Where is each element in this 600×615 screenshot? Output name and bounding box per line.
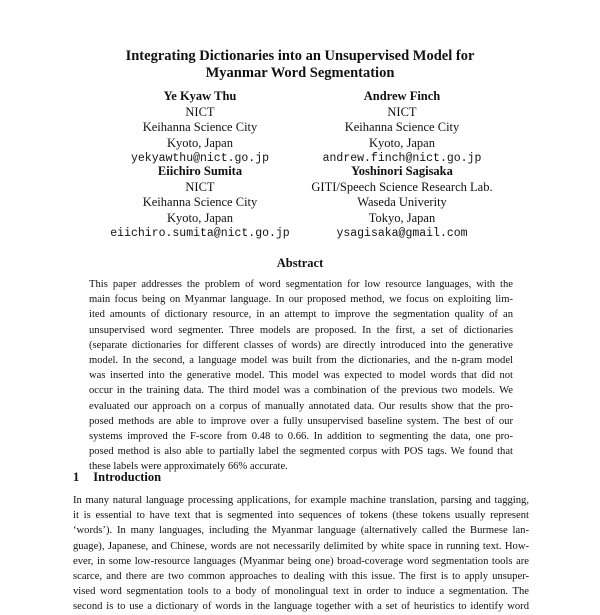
author-org: NICT <box>185 179 215 194</box>
intro-line: guage), Japanese, and Chinese, words are not necessarily delimited by white space in running text. How- <box>73 540 529 552</box>
abstract-line: posed methods are able to improve over a fully unsupervised baseline system. The best of our <box>89 415 513 427</box>
author-email: yekyawthu@nict.go.jp <box>130 152 270 166</box>
abstract-line: occur in the training data. The third model was a combination of the previous two models. We <box>89 385 513 397</box>
section-title: Introduction <box>93 470 162 484</box>
author-place: Keihanna Science City <box>344 120 460 135</box>
intro-line: ever, in some low-resource languages (Myanmar being one) broad-coverage word segmentation tools are <box>73 555 529 567</box>
author-city: Tokyo, Japan <box>368 210 436 225</box>
author-email: ysagisaka@gmail.com <box>336 227 468 241</box>
section-heading-introduction <box>73 470 161 485</box>
author-place: Keihanna Science City <box>142 195 258 210</box>
abstract-line: was inserted into the generative model. This model was expected to model words that did not <box>89 370 513 382</box>
intro-line: it is essential to have text that is segmented into sequences of tokens (these tokens usually represent <box>73 510 529 522</box>
author-place: Waseda Univerity <box>357 195 447 210</box>
intro-line: In many natural language processing applications, for example machine translation, parsing and tagging, <box>73 495 529 506</box>
abstract-line: This paper addresses the problem of word segmentation for low resource languages, with the <box>89 279 513 290</box>
paper-title <box>0 48 600 82</box>
author-name: Andrew Finch <box>363 89 441 103</box>
abstract-heading: Abstract <box>276 256 324 270</box>
abstract-line: these labels were approximately 66% accurate. <box>89 461 288 473</box>
abstract-line: (separate dictionaries for different classes of words) are directly introduced into the generative <box>89 339 513 351</box>
abstract-line: main focus being on Myanmar language. In our proposed method, we focus on exploiting lim- <box>89 294 513 306</box>
author-org: GITI/Speech Science Research Lab. <box>311 179 493 194</box>
author-city: Kyoto, Japan <box>167 210 233 225</box>
author-block-4 <box>282 164 522 242</box>
author-city: Kyoto, Japan <box>369 135 435 150</box>
author-org: NICT <box>387 104 417 119</box>
abstract-line: unsupervised word segmenter. Three models are proposed. In the first, a set of dictionaries <box>89 324 513 336</box>
author-org: NICT <box>185 104 215 119</box>
author-name: Yoshinori Sagisaka <box>351 164 453 178</box>
section-number: 1 <box>73 470 80 484</box>
intro-line: scarce, and there are two common approaches to dealing with this issue. The first is to apply unsuper- <box>73 571 529 583</box>
introduction-body <box>73 493 529 615</box>
author-email: eiichiro.sumita@nict.go.jp <box>110 227 290 241</box>
title-line-1: Integrating Dictionaries into an Unsupervised Model for <box>125 48 475 64</box>
author-name: Ye Kyaw Thu <box>163 89 237 103</box>
abstract-body <box>89 277 513 475</box>
abstract-line: systems improved the F-score from 0.48 to 0.66. In addition to segmenting the data, one pro- <box>89 431 513 443</box>
abstract-line: model. In the second, a language model was built from the dictionaries, and the n-gram model <box>89 355 513 367</box>
author-place: Keihanna Science City <box>142 120 258 135</box>
abstract-line: evaluated our approach on a corpus of manually annotated data. Our results show that the pro- <box>89 400 513 412</box>
intro-line: ‘words’). In many languages, including the Myanmar language (alternatively called the Burmese lan- <box>73 525 529 537</box>
abstract-line: posed method is also able to partially label the segmented corpus with POS tags. We found that <box>89 446 513 458</box>
intro-line: second is to use a dictionary of words in the language together with a set of heuristics to identify word <box>73 601 529 613</box>
author-city: Kyoto, Japan <box>167 135 233 150</box>
author-email: andrew.finch@nict.go.jp <box>322 152 482 166</box>
author-name: Eiichiro Sumita <box>157 164 243 178</box>
author-block-2 <box>282 89 522 167</box>
abstract-line: ited amounts of dictionary resource, in an attempt to improve the segmentation quality of an <box>89 309 513 321</box>
intro-line: vised word segmentation tools to a body of monolingual text in order to induce a segmentation. The <box>73 586 529 598</box>
title-line-2: Myanmar Word Segmentation <box>205 65 395 81</box>
